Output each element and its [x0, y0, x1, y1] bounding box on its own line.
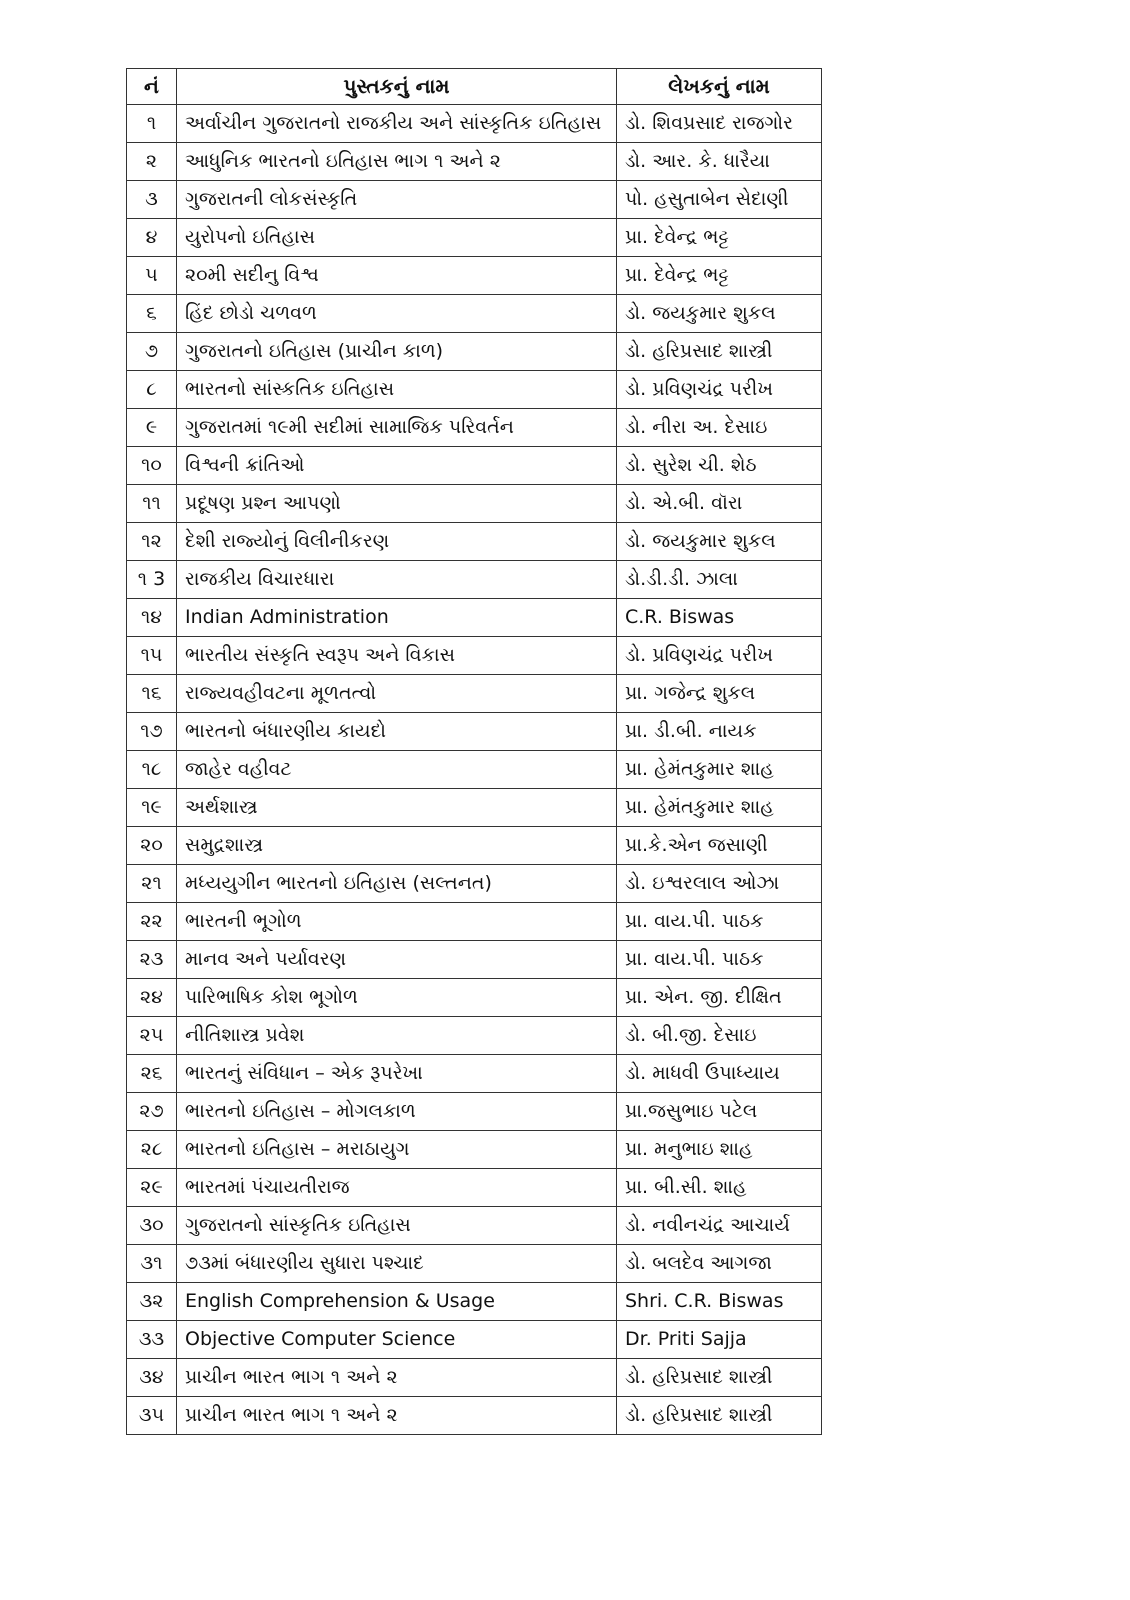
- row-number: ૩૫: [127, 1397, 177, 1435]
- book-author: ડો. માધવી ઉપાધ્યાય: [617, 1055, 822, 1093]
- table-row: [127, 751, 822, 789]
- table-row: [127, 675, 822, 713]
- book-title: ગુજરાતનો સાંસ્કૃતિક ઇતિહાસ: [177, 1207, 617, 1245]
- row-number: ૩: [127, 181, 177, 219]
- row-number: ૫: [127, 257, 177, 295]
- table-row: [127, 1017, 822, 1055]
- book-title: પ્રાચીન ભારત ભાગ ૧ અને ૨: [177, 1397, 617, 1435]
- row-number: ૮: [127, 371, 177, 409]
- row-number: ૭: [127, 333, 177, 371]
- book-author: પ્રા. ગજેન્દ્ર શુકલ: [617, 675, 822, 713]
- table-row: [127, 865, 822, 903]
- book-title: અર્થશાસ્ત્ર: [177, 789, 617, 827]
- table-row: [127, 1321, 822, 1359]
- table-row: [127, 1055, 822, 1093]
- book-author: Dr. Priti Sajja: [617, 1321, 822, 1359]
- table-row: [127, 1093, 822, 1131]
- book-title: ગુજરાતનો ઇતિહાસ (પ્રાચીન કાળ): [177, 333, 617, 371]
- book-author: પ્રા. હેમંતકુમાર શાહ: [617, 751, 822, 789]
- book-title: Indian Administration: [177, 599, 617, 637]
- table-row: [127, 637, 822, 675]
- book-author: ડો. સુરેશ ચી. શેઠ: [617, 447, 822, 485]
- book-title: પ્રાચીન ભારત ભાગ ૧ અને ૨: [177, 1359, 617, 1397]
- book-author: પ્રા.જસુભાઇ પટેલ: [617, 1093, 822, 1131]
- row-number: ૨૯: [127, 1169, 177, 1207]
- row-number: ૪: [127, 219, 177, 257]
- book-title: ભારતનું સંવિધાન – એક રૂપરેખા: [177, 1055, 617, 1093]
- table-row: [127, 181, 822, 219]
- book-author: પ્રા. વાય.પી. પાઠક: [617, 903, 822, 941]
- book-author: ડો. નવીનચંદ્ર આચાર્ય: [617, 1207, 822, 1245]
- header-row: [127, 69, 822, 105]
- row-number: ૨૫: [127, 1017, 177, 1055]
- book-author: ડો. બલદેવ આગજા: [617, 1245, 822, 1283]
- row-number: ૨૩: [127, 941, 177, 979]
- row-number: ૨૭: [127, 1093, 177, 1131]
- book-title: ભારતનો ઇતિહાસ – મરાઠાયુગ: [177, 1131, 617, 1169]
- book-title: રાજકીય વિચારધારા: [177, 561, 617, 599]
- book-title: ગુજરાતની લોકસંસ્કૃતિ: [177, 181, 617, 219]
- book-author: પ્રા. બી.સી. શાહ: [617, 1169, 822, 1207]
- table-row: [127, 979, 822, 1017]
- book-title: જાહેર વહીવટ: [177, 751, 617, 789]
- table-row: [127, 409, 822, 447]
- row-number: ૨: [127, 143, 177, 181]
- book-title: ભારતનો સાંસ્કતિક ઇતિહાસ: [177, 371, 617, 409]
- table-header: [127, 69, 822, 105]
- book-title: ૨૦મી સદીનુ વિશ્વ: [177, 257, 617, 295]
- table-row: [127, 1359, 822, 1397]
- row-number: ૧૫: [127, 637, 177, 675]
- table-row: [127, 1283, 822, 1321]
- book-author: પ્રા. ડી.બી. નાયક: [617, 713, 822, 751]
- book-author: ડો. પ્રવિણચંદ્ર પરીખ: [617, 637, 822, 675]
- book-title: પ્રદૂષણ પ્રશ્ન આપણો: [177, 485, 617, 523]
- book-title: મધ્યયુગીન ભારતનો ઇતિહાસ (સલ્તનત): [177, 865, 617, 903]
- row-number: ૧૨: [127, 523, 177, 561]
- row-number: ૧૪: [127, 599, 177, 637]
- book-title: દેશી રાજ્યોનું વિલીનીકરણ: [177, 523, 617, 561]
- book-author: ડો. હરિપ્રસાદ શાસ્ત્રી: [617, 1397, 822, 1435]
- table-row: [127, 371, 822, 409]
- table-row: [127, 485, 822, 523]
- book-title: માનવ અને પર્યાવરણ: [177, 941, 617, 979]
- row-number: ૩૨: [127, 1283, 177, 1321]
- table-body: [127, 105, 822, 1435]
- table-row: [127, 1131, 822, 1169]
- row-number: ૯: [127, 409, 177, 447]
- row-number: ૧૬: [127, 675, 177, 713]
- book-author: પ્રા. હેમંતકુમાર શાહ: [617, 789, 822, 827]
- row-number: ૧૮: [127, 751, 177, 789]
- book-author: ડો. નીરા અ. દેસાઇ: [617, 409, 822, 447]
- book-author: ડો. હરિપ્રસાદ શાસ્ત્રી: [617, 333, 822, 371]
- table-row: [127, 599, 822, 637]
- table-row: [127, 903, 822, 941]
- table-row: [127, 295, 822, 333]
- book-author: ડો. બી.જી. દેસાઇ: [617, 1017, 822, 1055]
- table-row: [127, 1245, 822, 1283]
- header-book-title: પુસ્તકનું નામ: [177, 69, 617, 105]
- book-title: વિશ્વની ક્રાંતિઓ: [177, 447, 617, 485]
- book-title: ૭૩માં બંધારણીય સુધારા પશ્ચાદ: [177, 1245, 617, 1283]
- table-row: [127, 105, 822, 143]
- book-author: પ્રા. દેવેન્દ્ર ભટ્ટ: [617, 257, 822, 295]
- header-number: નં: [127, 69, 177, 105]
- row-number: ૨૨: [127, 903, 177, 941]
- book-title: પારિભાષિક કોશ ભૂગોળ: [177, 979, 617, 1017]
- book-author: પ્રા. એન. જી. દીક્ષિત: [617, 979, 822, 1017]
- header-author: લેખકનું નામ: [617, 69, 822, 105]
- row-number: ૩૦: [127, 1207, 177, 1245]
- row-number: ૨૪: [127, 979, 177, 1017]
- book-title: અર્વાચીન ગુજરાતનો રાજકીય અને સાંસ્કૃતિક ઇતિહાસ: [177, 105, 617, 143]
- row-number: ૨૮: [127, 1131, 177, 1169]
- book-author: પ્રા. દેવેન્દ્ર ભટ્ટ: [617, 219, 822, 257]
- row-number: ૧૯: [127, 789, 177, 827]
- book-author: પ્રા.કે.એન જસાણી: [617, 827, 822, 865]
- row-number: ૩૧: [127, 1245, 177, 1283]
- row-number: ૧૭: [127, 713, 177, 751]
- table-row: [127, 827, 822, 865]
- book-title: આધુનિક ભારતનો ઇતિહાસ ભાગ ૧ અને ૨: [177, 143, 617, 181]
- book-title: રાજ્યવહીવટના મૂળતત્વો: [177, 675, 617, 713]
- row-number: ૨૧: [127, 865, 177, 903]
- table-row: [127, 447, 822, 485]
- book-title: English Comprehension & Usage: [177, 1283, 617, 1321]
- book-author: ડો. જયકુમાર શુકલ: [617, 523, 822, 561]
- book-title: સમુદ્રશાસ્ત્ર: [177, 827, 617, 865]
- book-title: હિંદ છોડો ચળવળ: [177, 295, 617, 333]
- row-number: ૩૪: [127, 1359, 177, 1397]
- book-author: પ્રા. વાય.પી. પાઠક: [617, 941, 822, 979]
- table-row: [127, 713, 822, 751]
- book-title: નીતિશાસ્ત્ર પ્રવેશ: [177, 1017, 617, 1055]
- table-row: [127, 1207, 822, 1245]
- table-row: [127, 219, 822, 257]
- book-author: પો. હસુતાબેન સેદાણી: [617, 181, 822, 219]
- row-number: ૧૦: [127, 447, 177, 485]
- book-author: Shri. C.R. Biswas: [617, 1283, 822, 1321]
- book-author: પ્રા. મનુભાઇ શાહ: [617, 1131, 822, 1169]
- row-number: ૧ 3: [127, 561, 177, 599]
- table-row: [127, 1169, 822, 1207]
- book-title: ભારતની ભૂગોળ: [177, 903, 617, 941]
- book-author: ડો. શિવપ્રસાદ રાજગોર: [617, 105, 822, 143]
- row-number: ૩૩: [127, 1321, 177, 1359]
- book-author: ડો. એ.બી. વૉરા: [617, 485, 822, 523]
- row-number: ૨૦: [127, 827, 177, 865]
- book-title: ભારતનો ઇતિહાસ – મોગલકાળ: [177, 1093, 617, 1131]
- book-author: ડો. આર. કે. ધારૈયા: [617, 143, 822, 181]
- book-list-table: [126, 68, 822, 1435]
- row-number: ૧: [127, 105, 177, 143]
- table-row: [127, 941, 822, 979]
- book-title: ગુજરાતમાં ૧૯મી સદીમાં સામાજિક પરિવર્તન: [177, 409, 617, 447]
- table-row: [127, 257, 822, 295]
- row-number: ૨૬: [127, 1055, 177, 1093]
- book-title: ભારતીય સંસ્કૃતિ સ્વરૂપ અને વિકાસ: [177, 637, 617, 675]
- table-row: [127, 143, 822, 181]
- row-number: ૬: [127, 295, 177, 333]
- table-row: [127, 523, 822, 561]
- table-row: [127, 561, 822, 599]
- book-author: ડો.ડી.ડી. ઝાલા: [617, 561, 822, 599]
- book-title: ભારતમાં પંચાયતીરાજ: [177, 1169, 617, 1207]
- book-title: Objective Computer Science: [177, 1321, 617, 1359]
- table-row: [127, 333, 822, 371]
- book-title: યુરોપનો ઇતિહાસ: [177, 219, 617, 257]
- row-number: ૧૧: [127, 485, 177, 523]
- table-row: [127, 1397, 822, 1435]
- book-author: ડો. હરિપ્રસાદ શાસ્ત્રી: [617, 1359, 822, 1397]
- book-author: ડો. જયકુમાર શુકલ: [617, 295, 822, 333]
- book-author: C.R. Biswas: [617, 599, 822, 637]
- table-row: [127, 789, 822, 827]
- book-author: ડો. પ્રવિણચંદ્ર પરીખ: [617, 371, 822, 409]
- book-title: ભારતનો બંધારણીય કાયદો: [177, 713, 617, 751]
- book-author: ડો. ઇશ્વરલાલ ઓઝા: [617, 865, 822, 903]
